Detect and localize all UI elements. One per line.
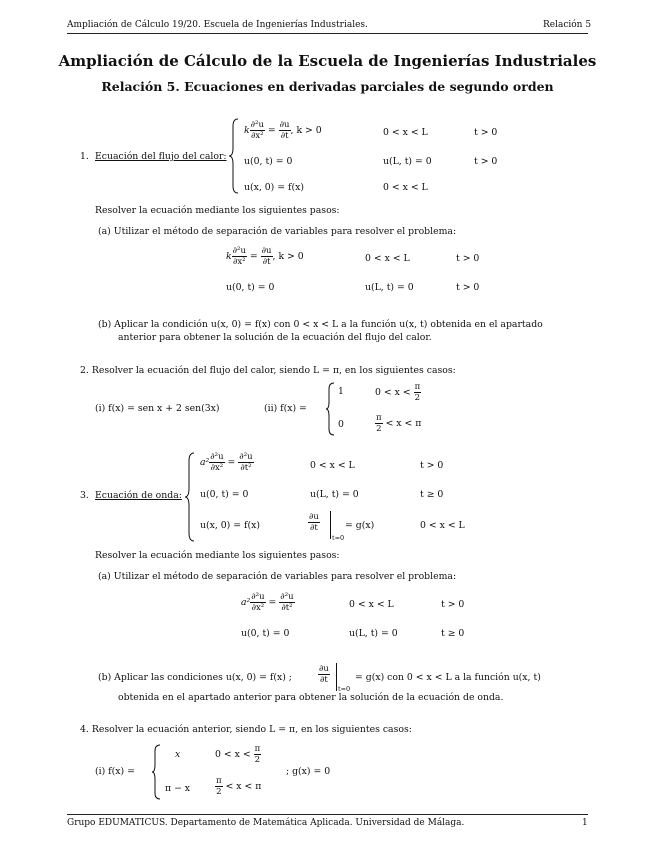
problem-1-brace	[228, 118, 240, 194]
p1a-domain-t: t > 0	[456, 253, 480, 264]
p3-bc-left: u(0, t) = 0	[200, 489, 249, 500]
p3-step-b-post: = g(x) con 0 < x < L a la función u(x, t)	[355, 672, 541, 683]
p2-piecewise-brace	[325, 382, 336, 436]
p4-g-condition: ; g(x) = 0	[286, 766, 331, 777]
problem-1-label: Ecuación del flujo del calor:	[95, 151, 227, 162]
p4-piece1-range: 0 < x < $\frac{\pi}{2}$	[215, 744, 261, 765]
p2-case-i: (i) f(x) = sen x + 2 sen(3x)	[95, 403, 220, 414]
p4-piece2-value: π − x	[165, 783, 191, 794]
p2-case-ii: (ii) f(x) =	[264, 403, 307, 414]
p3-step-a: (a) Utilizar el método de separación de variables para resolver el problema:	[98, 571, 457, 582]
p1-step-b-line2: anterior para obtener la solución de la ecuación del flujo del calor.	[118, 332, 432, 343]
p1a-heat-equation: k $\frac{\text{∂²u}}{\text{∂x²}}$ = $\frac{\partial u}{\partial t}$ , k > 0	[226, 246, 304, 267]
p1-bc-t: t > 0	[474, 156, 498, 167]
p2-piece2-range: $\frac{\pi}{2}$ < x < π	[376, 413, 422, 434]
problem-2-statement: 2. Resolver la ecuación del flujo del calor, siendo L = π, en los siguientes casos:	[80, 365, 456, 376]
p3a-bc-t: t ≥ 0	[441, 628, 465, 639]
p4-piece2-range: $\frac{\pi}{2}$ < x < π	[216, 776, 262, 797]
p1-bc-left: u(0, t) = 0	[244, 156, 293, 167]
p3-intro: Resolver la ecuación mediante los siguientes pasos:	[95, 550, 340, 561]
p3a-bc-left: u(0, t) = 0	[241, 628, 290, 639]
p1-heat-equation: k $\frac{\text{∂²u}}{\text{∂x²}}$ = $\frac{\partial u}{\partial t}$ , k > 0	[244, 120, 322, 141]
p3-ic-domain: 0 < x < L	[420, 520, 465, 531]
p3-bc-t: t ≥ 0	[420, 489, 444, 500]
p3-step-b-line2: obtenida en el apartado anterior para obtener la solución de la ecuación de onda.	[118, 692, 504, 703]
p3-initial-velocity: $\frac{\partial u}{\partial t}$	[309, 512, 319, 533]
running-header-right: Relación 5	[543, 20, 592, 30]
p3a-wave-equation: a² $\frac{\text{∂²u}}{\text{∂x²}}$ = $\frac{\text{∂²u}}{\text{∂t²}}$	[241, 592, 294, 613]
problem-1-number: 1.	[80, 151, 89, 162]
p3a-bc-right: u(L, t) = 0	[349, 628, 398, 639]
p3-step-b-pre: (b) Aplicar las condiciones u(x, 0) = f(x) ;	[98, 672, 292, 683]
p3-step-b-eval-subscript: t=0	[338, 685, 351, 693]
p2-piece1-value: 1	[338, 386, 344, 397]
p1-intro: Resolver la ecuación mediante los siguientes pasos:	[95, 205, 340, 216]
p4-piecewise-brace	[151, 744, 162, 800]
p3-step-b-derivative: $\frac{\partial u}{\partial t}$	[319, 664, 329, 685]
p1-step-a: (a) Utilizar el método de separación de variables para resolver el problema:	[98, 226, 457, 237]
p4-case-i: (i) f(x) =	[95, 766, 135, 777]
document-title: Ampliación de Cálculo de la Escuela de Ingenierías Industriales	[58, 52, 597, 70]
footer-rule	[67, 814, 588, 815]
p3-domain-t: t > 0	[420, 460, 444, 471]
p3a-domain-t: t > 0	[441, 599, 465, 610]
p1-bc-right: u(L, t) = 0	[383, 156, 432, 167]
p3-initial-position: u(x, 0) = f(x)	[200, 520, 260, 531]
document-subtitle: Relación 5. Ecuaciones en derivadas parciales de segundo orden	[101, 79, 554, 94]
running-header-left: Ampliación de Cálculo 19/20. Escuela de Ingenierías Industriales.	[67, 20, 368, 30]
p2-piece1-range: 0 < x < $\frac{\pi}{2}$	[375, 382, 421, 403]
p1a-bc-right: u(L, t) = 0	[365, 282, 414, 293]
problem-3-number: 3.	[80, 490, 89, 501]
p3-eval-bar	[330, 511, 331, 539]
p1-domain-t: t > 0	[474, 127, 498, 138]
p4-piece1-value: x	[175, 749, 181, 760]
page-number: 1	[582, 818, 588, 828]
p1-ic-domain: 0 < x < L	[383, 182, 428, 193]
problem-4-statement: 4. Resolver la ecuación anterior, siendo L = π, en los siguientes casos:	[80, 724, 412, 735]
problem-3-brace	[184, 452, 196, 542]
p1a-bc-left: u(0, t) = 0	[226, 282, 275, 293]
header-rule	[67, 33, 588, 34]
p1a-bc-t: t > 0	[456, 282, 480, 293]
p1-domain-x: 0 < x < L	[383, 127, 428, 138]
p3-initial-velocity-rhs: = g(x)	[345, 520, 375, 531]
p3-wave-equation: a² $\frac{\text{∂²u}}{\text{∂x²}}$ = $\frac{\text{∂²u}}{\text{∂t²}}$	[200, 452, 253, 473]
p3-bc-right: u(L, t) = 0	[310, 489, 359, 500]
p1-step-b-line1: (b) Aplicar la condición u(x, 0) = f(x) con 0 < x < L a la función u(x, t) obtenida en el apartado	[98, 319, 543, 330]
p1-initial-condition: u(x, 0) = f(x)	[244, 182, 304, 193]
problem-3-label: Ecuación de onda:	[95, 490, 182, 501]
p2-piece2-value: 0	[338, 419, 344, 430]
p3-domain-x: 0 < x < L	[310, 460, 355, 471]
p3-eval-subscript: t=0	[332, 534, 345, 542]
p3a-domain-x: 0 < x < L	[349, 599, 394, 610]
p3-step-b-eval-bar	[336, 663, 337, 691]
footer-left: Grupo EDUMATICUS. Departamento de Matemática Aplicada. Universidad de Málaga.	[67, 818, 465, 828]
p1a-domain-x: 0 < x < L	[365, 253, 410, 264]
